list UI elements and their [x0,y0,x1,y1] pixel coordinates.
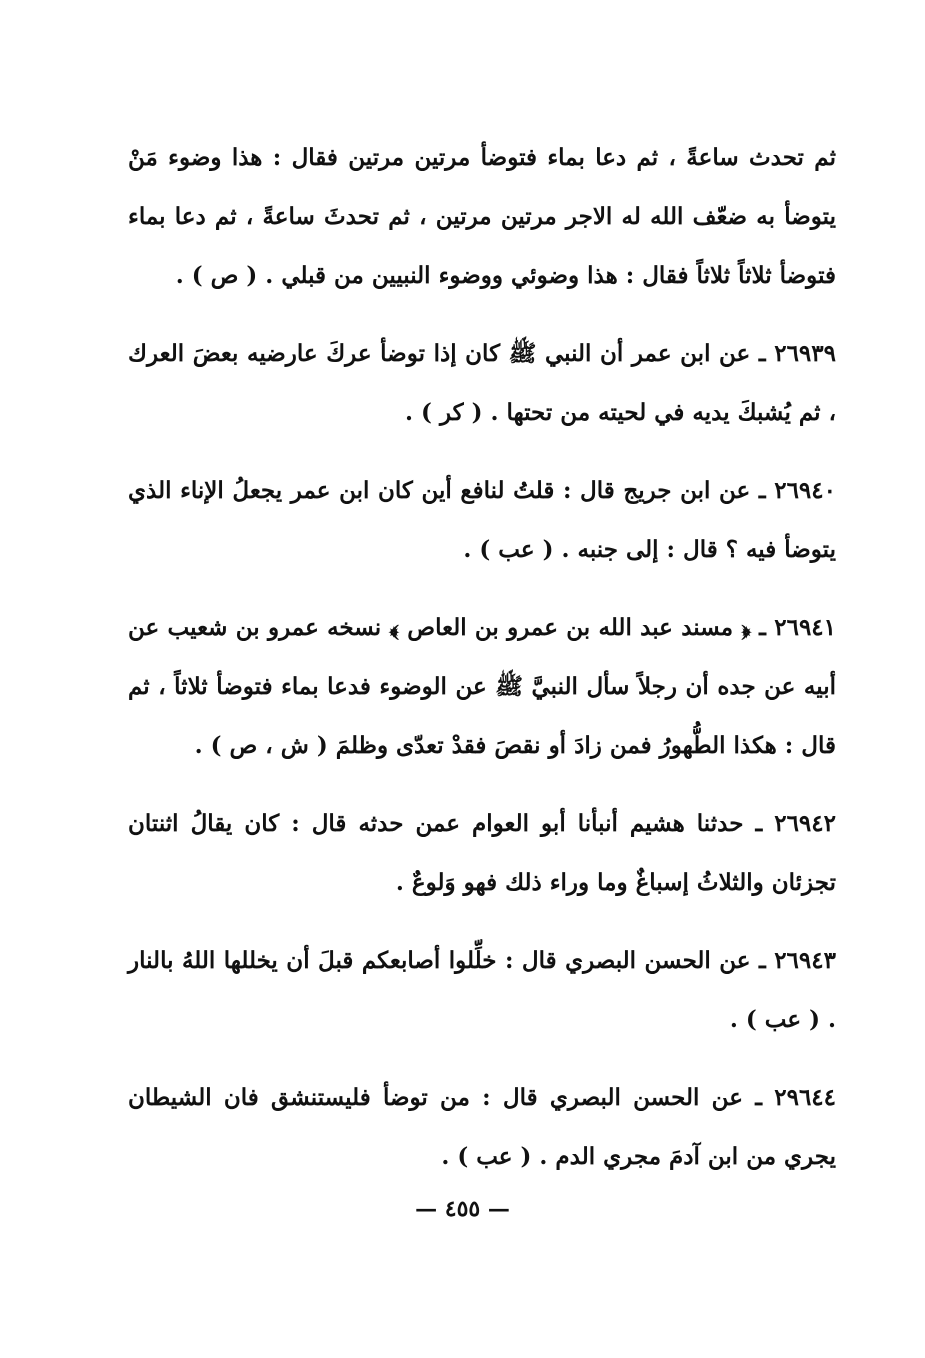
number-dash: ـ [755,810,763,837]
page-number: — ٤٥٥ — [415,1196,510,1222]
hadith-number: ٢٦٩٤٣ [774,947,836,974]
hadith-paragraph-continued [128,128,836,305]
number-dash: ـ [758,340,766,367]
hadith-number: ٢٦٩٣٩ [774,340,836,367]
hadith-number: ٢٦٩٤٢ [774,810,836,837]
hadith-paragraph-26942 [128,794,836,912]
paragraph-text: حدثنا هشيم أنبأنا أبو العوام عمن حدثه قال : كان يقالُ اثنتان تجزئان والثلاثُ إسباغٌ وما وراء ذلك فهو وَلوعٌ . [128,810,836,896]
number-dash: ـ [758,947,766,974]
paragraph-text: عن الحسن البصري قال : من توضأ فليستنشق فان الشيطان يجري من ابن آدمَ مجري الدم . ( عب ) . [128,1084,836,1170]
hadith-paragraph-26943 [128,931,836,1049]
hadith-number: ٢٦٩٤٠ [774,477,836,504]
paragraph-text: عن ابن جريج قال : قلتُ لنافع أين كان ابن عمر يجعلُ الإناء الذي يتوضأ فيه ؟ قال : إلى جنبه . ( عب ) . [128,477,836,563]
paragraph-text: عن ابن عمر أن النبي ﷺ كان إذا توضأ عركَ عارضيه بعضَ العرك ، ثم يُشبكَ يديه في لحيته من تحتها . ( كر ) . [128,340,836,426]
hadith-paragraph-26941 [128,598,836,775]
hadith-paragraph-26940 [128,461,836,579]
hadith-text-body [128,128,836,1205]
number-dash: ـ [758,477,766,504]
hadith-number: ٢٦٩٤١ [774,614,837,641]
hadith-paragraph-26939 [128,324,836,442]
paragraph-text: عن الحسن البصري قال : خلِّلوا أصابعكم قبلَ أن يخللها اللهُ بالنار . ( عب ) . [128,947,836,1033]
hadith-number: ٢٩٦٤٤ [774,1084,837,1111]
paragraph-text: ﴿ مسند عبد الله بن عمرو بن العاص ﴾ نسخه عمرو بن شعيب عن أبيه عن جده أن رجلاً سأل النبيَّ ﷺ عن الوضوء فدعا بماء فتوضأ ثلاثاً ، ثم قال : هكذا الطُّهورُ فمن زادَ أو نقصَ فقدْ تعدّى وظلمَ ( ش ، ص ) . [128,614,836,759]
hadith-paragraph-29644 [128,1068,836,1186]
number-dash: ـ [755,1084,762,1111]
paragraph-text: ثم تحدث ساعةً ، ثم دعا بماء فتوضأ مرتين مرتين فقال : هذا وضوء مَنْ يتوضأ به ضعّف الله له الاجر مرتين مرتين ، ثم تحدثَ ساعةً ، ثم دعا بماء فتوضأ ثلاثاً ثلاثاً فقال : هذا وضوئي ووضوء النبيين من قبلي . ( ص ) . [128,144,836,289]
number-dash: ـ [759,614,766,641]
